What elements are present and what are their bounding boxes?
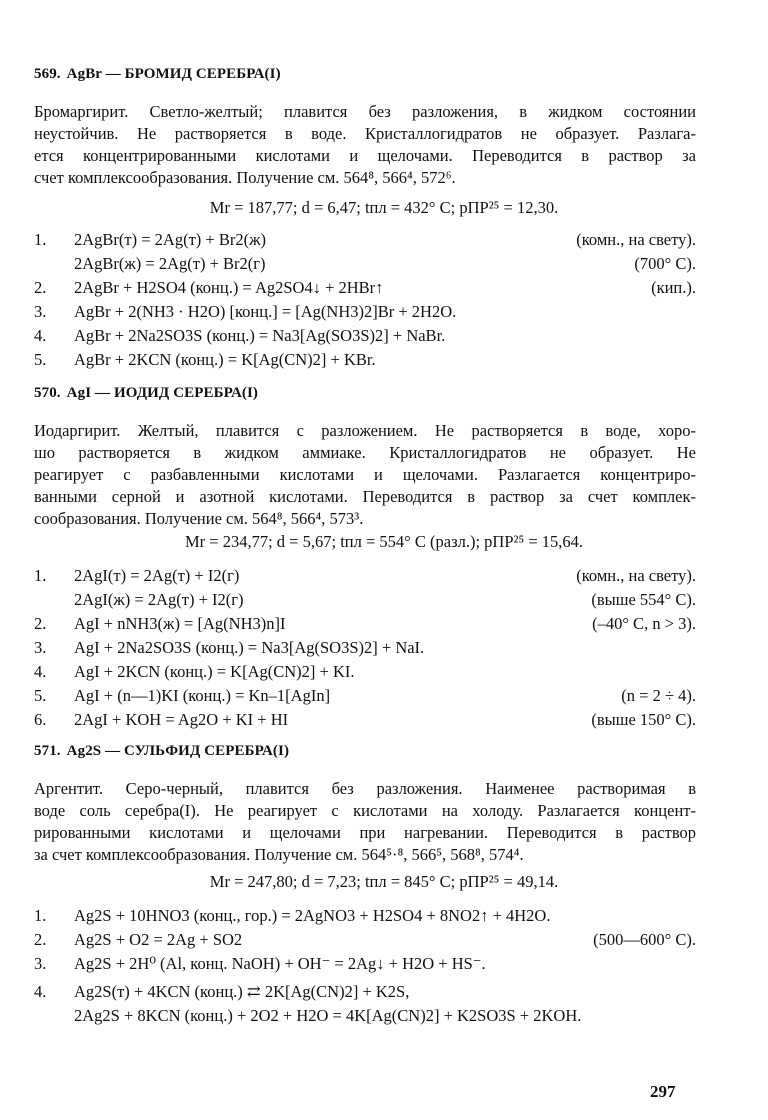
description-line: рированными кислотами и щелочами при нагревании. Переводится в раствор: [34, 823, 696, 842]
description-line: за счет комплексообразования. Получение см. 564⁵·⁸, 566⁵, 568⁸, 574⁴.: [34, 845, 524, 864]
section-title: — ИОДИД СЕРЕБРА(I): [95, 385, 259, 401]
reaction-equation: AgI + 2Na2SO3S (конц.) = Na3[Ag(SO3S)2] + NaI.: [74, 638, 425, 657]
reaction-condition: (–40° C, n > 3).: [592, 614, 696, 633]
reaction-equation: Ag2S + 10HNO3 (конц., гор.) = 2AgNO3 + H2SO4 + 8NO2↑ + 4H2O.: [74, 906, 551, 925]
reaction-equation: 2AgI(ж) = 2Ag(т) + I2(г): [74, 590, 244, 609]
section-number: 569.: [34, 66, 61, 82]
section-description: [34, 778, 696, 866]
reaction-equation: AgBr + 2KCN (конц.) = K[Ag(CN)2] + KBr.: [74, 350, 376, 369]
reaction-row: [34, 710, 696, 732]
physical-properties: Mr = 247,80; d = 7,23; tпл = 845° C; рПР²⁵ = 49,14.: [209, 872, 559, 891]
section-title: — СУЛЬФИД СЕРЕБРА(I): [105, 743, 290, 759]
reaction-equation: AgI + nNH3(ж) = [Ag(NH3)n]I: [74, 614, 286, 633]
section-description: [34, 101, 696, 189]
reaction-row: [34, 566, 696, 588]
description-line: воде соль серебра(I). Не реагирует с кислотами на холоду. Разлагается концент-: [34, 801, 696, 820]
section-formula: AgI: [66, 385, 92, 401]
physical-properties: Mr = 187,77; d = 6,47; tпл = 432° C; рПР²⁵ = 12,30.: [209, 198, 559, 217]
reaction-index: 1.: [34, 230, 47, 249]
reaction-equation: Ag2S + 2H⁰ (Al, конц. NaOH) + OH⁻ = 2Ag↓ + H2O + HS⁻.: [74, 954, 486, 973]
description-line: сообразования. Получение см. 564⁸, 566⁴, 573³.: [34, 509, 364, 528]
reaction-row: [34, 638, 696, 660]
reaction-row: [34, 954, 696, 976]
section-formula: AgBr: [66, 66, 102, 82]
reaction-row: [34, 230, 696, 252]
reaction-equation: 2AgI + KOH = Ag2O + KI + HI: [74, 710, 289, 729]
description-line: ванными серной и азотной кислотами. Переводится в раствор за счет комплек-: [34, 487, 696, 506]
reaction-row: [34, 590, 696, 612]
reaction-equation: AgI + 2KCN (конц.) = K[Ag(CN)2] + KI.: [74, 662, 355, 681]
reaction-index: 4.: [34, 326, 47, 345]
reaction-row: [34, 686, 696, 708]
section-number: 570.: [34, 385, 61, 401]
reaction-row: [34, 350, 696, 372]
reaction-equation: Ag2S(т) + 4KCN (конц.) ⇄ 2K[Ag(CN)2] + K2S,: [74, 982, 410, 1001]
reaction-index: 3.: [34, 638, 47, 657]
reaction-condition: (комн., на свету).: [576, 230, 696, 249]
reaction-row: [34, 254, 696, 276]
description-line: Бромаргирит. Светло-желтый; плавится без разложения, в жидком состоянии: [34, 102, 696, 121]
reaction-condition: (700° C).: [634, 254, 696, 273]
description-line: Аргентит. Серо-черный, плавится без разложения. Наименее растворимая в: [34, 779, 696, 798]
reaction-equation: AgI + (n—1)KI (конц.) = Kn–1[AgIn]: [74, 686, 331, 705]
reaction-index: 2.: [34, 930, 47, 949]
section-heading: [34, 385, 258, 402]
reaction-index: 4.: [34, 982, 47, 1001]
reaction-equation: 2AgBr(т) = 2Ag(т) + Br2(ж): [74, 230, 266, 249]
reaction-index: 5.: [34, 686, 47, 705]
reaction-index: 1.: [34, 566, 47, 585]
reaction-row: [34, 614, 696, 636]
reaction-index: 2.: [34, 278, 47, 297]
reaction-equation: 2AgBr + H2SO4 (конц.) = Ag2SO4↓ + 2HBr↑: [74, 278, 384, 297]
reaction-row: [34, 982, 696, 1004]
reaction-index: 4.: [34, 662, 47, 681]
reaction-equation: AgBr + 2(NH3 · H2O) [конц.] = [Ag(NH3)2]Br + 2H2O.: [74, 302, 457, 321]
section-number: 571.: [34, 743, 61, 759]
description-line: неустойчив. Не растворяется в воде. Кристаллогидратов не образует. Разлага-: [34, 124, 696, 143]
section-description: [34, 420, 696, 530]
reaction-equation: Ag2S + O2 = 2Ag + SO2: [74, 930, 243, 949]
reaction-index: 1.: [34, 906, 47, 925]
description-line: шо растворяется в жидком аммиаке. Кристаллогидратов не образует. Не: [34, 443, 696, 462]
reaction-row: [34, 326, 696, 348]
section-title: — БРОМИД СЕРЕБРА(I): [105, 66, 281, 82]
reaction-condition: (500—600° C).: [593, 930, 696, 949]
reaction-condition: (комн., на свету).: [576, 566, 696, 585]
section-formula: Ag2S: [66, 743, 102, 759]
page-number: 297: [650, 1082, 676, 1101]
reaction-index: 6.: [34, 710, 47, 729]
reaction-condition: (n = 2 ÷ 4).: [621, 686, 696, 705]
physical-properties: Mr = 234,77; d = 5,67; tпл = 554° C (разл.); рПР²⁵ = 15,64.: [185, 532, 583, 551]
reaction-row: [34, 278, 696, 300]
reaction-row: [34, 662, 696, 684]
reaction-equation: 2Ag2S + 8KCN (конц.) + 2O2 + H2O = 4K[Ag(CN)2] + K2SO3S + 2KOH.: [74, 1006, 582, 1025]
description-line: реагирует с разбавленными кислотами и щелочами. Разлагается концентриро-: [34, 465, 696, 484]
reaction-index: 5.: [34, 350, 47, 369]
description-line: ется концентрированными кислотами и щелочами. Переводится в раствор за: [34, 146, 696, 165]
reaction-row: [34, 906, 696, 928]
reaction-index: 3.: [34, 954, 47, 973]
reaction-condition: (кип.).: [651, 278, 696, 297]
reaction-equation: 2AgBr(ж) = 2Ag(т) + Br2(г): [74, 254, 266, 273]
section-heading: [34, 743, 289, 760]
reaction-row: [34, 930, 696, 952]
reaction-index: 2.: [34, 614, 47, 633]
reaction-equation: AgBr + 2Na2SO3S (конц.) = Na3[Ag(SO3S)2] + NaBr.: [74, 326, 446, 345]
reaction-row: [34, 1006, 696, 1028]
description-line: Иодаргирит. Желтый, плавится с разложением. Не растворяется в воде, хоро-: [34, 421, 696, 440]
section-heading: [34, 66, 281, 83]
description-line: счет комплексообразования. Получение см. 564⁸, 566⁴, 572⁶.: [34, 168, 456, 187]
reaction-equation: 2AgI(т) = 2Ag(т) + I2(г): [74, 566, 240, 585]
reaction-condition: (выше 150° C).: [591, 710, 696, 729]
reaction-condition: (выше 554° C).: [591, 590, 696, 609]
reaction-row: [34, 302, 696, 324]
reaction-index: 3.: [34, 302, 47, 321]
